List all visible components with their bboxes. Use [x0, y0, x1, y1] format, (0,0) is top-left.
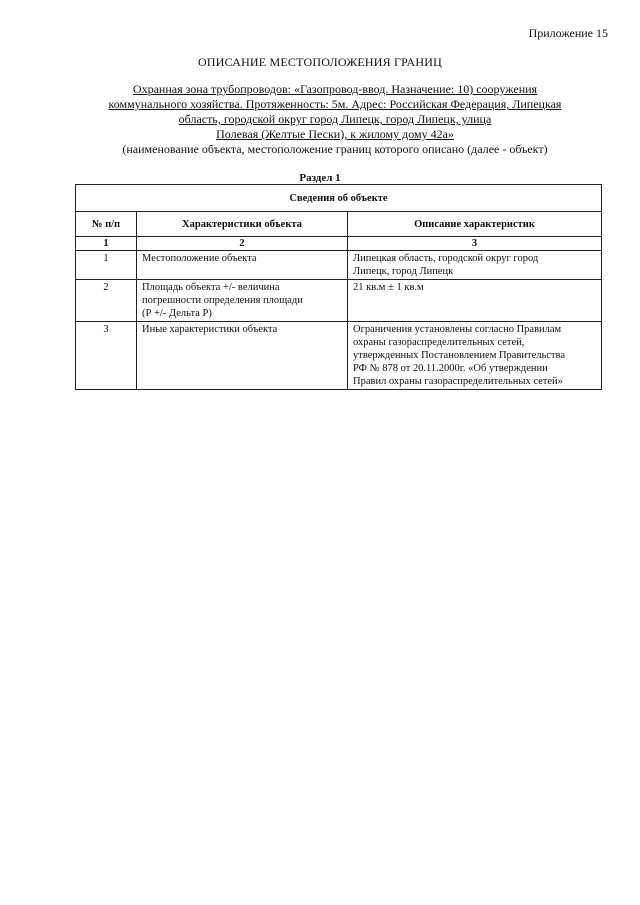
section-title: Раздел 1 — [299, 172, 341, 184]
row-description — [348, 251, 602, 280]
column-header-description: Описание характеристик — [348, 212, 602, 237]
cell-line: погрешности определения площади — [142, 295, 303, 306]
row-characteristic — [137, 251, 348, 280]
row-number: 1 — [76, 251, 137, 280]
row-description — [348, 280, 602, 322]
row-characteristic — [137, 322, 348, 390]
row-number: 2 — [76, 280, 137, 322]
cell-line: охраны газораспределительных сетей, — [353, 337, 525, 348]
cell-line: Площадь объекта +/- величина — [142, 282, 280, 293]
cell-line: Правил охраны газораспределительных сетей» — [353, 376, 563, 387]
object-info-table — [75, 184, 602, 390]
cell-line: Липецкая область, городской округ город — [353, 253, 539, 264]
column-number: 2 — [137, 237, 348, 251]
cell-line: утвержденных Постановлением Правительства — [353, 350, 566, 361]
table-row — [76, 280, 602, 322]
object-name-line: Охранная зона трубопроводов: «Газопровод-ввод. Назначение: 10) сооружения — [132, 82, 538, 96]
object-name-line: Полевая (Желтые Пески), к жилому дому 42а» — [216, 127, 454, 141]
cell-line: Липецк, город Липецк — [353, 266, 454, 277]
column-number: 1 — [76, 237, 137, 251]
cell-line: Местоположение объекта — [142, 253, 257, 264]
object-name-line: область, городской округ город Липецк, город Липецк, улица — [178, 112, 492, 126]
object-name-block — [70, 82, 600, 157]
object-caption: (наименование объекта, местоположение границ которого описано (далее - объект) — [122, 142, 548, 156]
cell-line: 21 кв.м ± 1 кв.м — [353, 282, 424, 293]
table-caption: Сведения об объекте — [76, 185, 602, 212]
row-characteristic — [137, 280, 348, 322]
cell-line: РФ № 878 от 20.11.2000г. «Об утверждении — [353, 363, 548, 374]
row-number: 3 — [76, 322, 137, 390]
object-name-line: коммунального хозяйства. Протяженность: 5м. Адрес: Российская Федерация, Липецкая — [108, 97, 562, 111]
table-row — [76, 322, 602, 390]
document-title: ОПИСАНИЕ МЕСТОПОЛОЖЕНИЯ ГРАНИЦ — [198, 55, 442, 69]
column-header-characteristic: Характеристики объекта — [137, 212, 348, 237]
row-description — [348, 322, 602, 390]
cell-line: (Р +/- Дельта Р) — [142, 308, 212, 319]
column-header-number: № п/п — [76, 212, 137, 237]
column-number: 3 — [348, 237, 602, 251]
appendix-label: Приложение 15 — [528, 26, 608, 40]
table-row — [76, 251, 602, 280]
cell-line: Ограничения установлены согласно Правилам — [353, 324, 562, 335]
cell-line: Иные характеристики объекта — [142, 324, 278, 335]
